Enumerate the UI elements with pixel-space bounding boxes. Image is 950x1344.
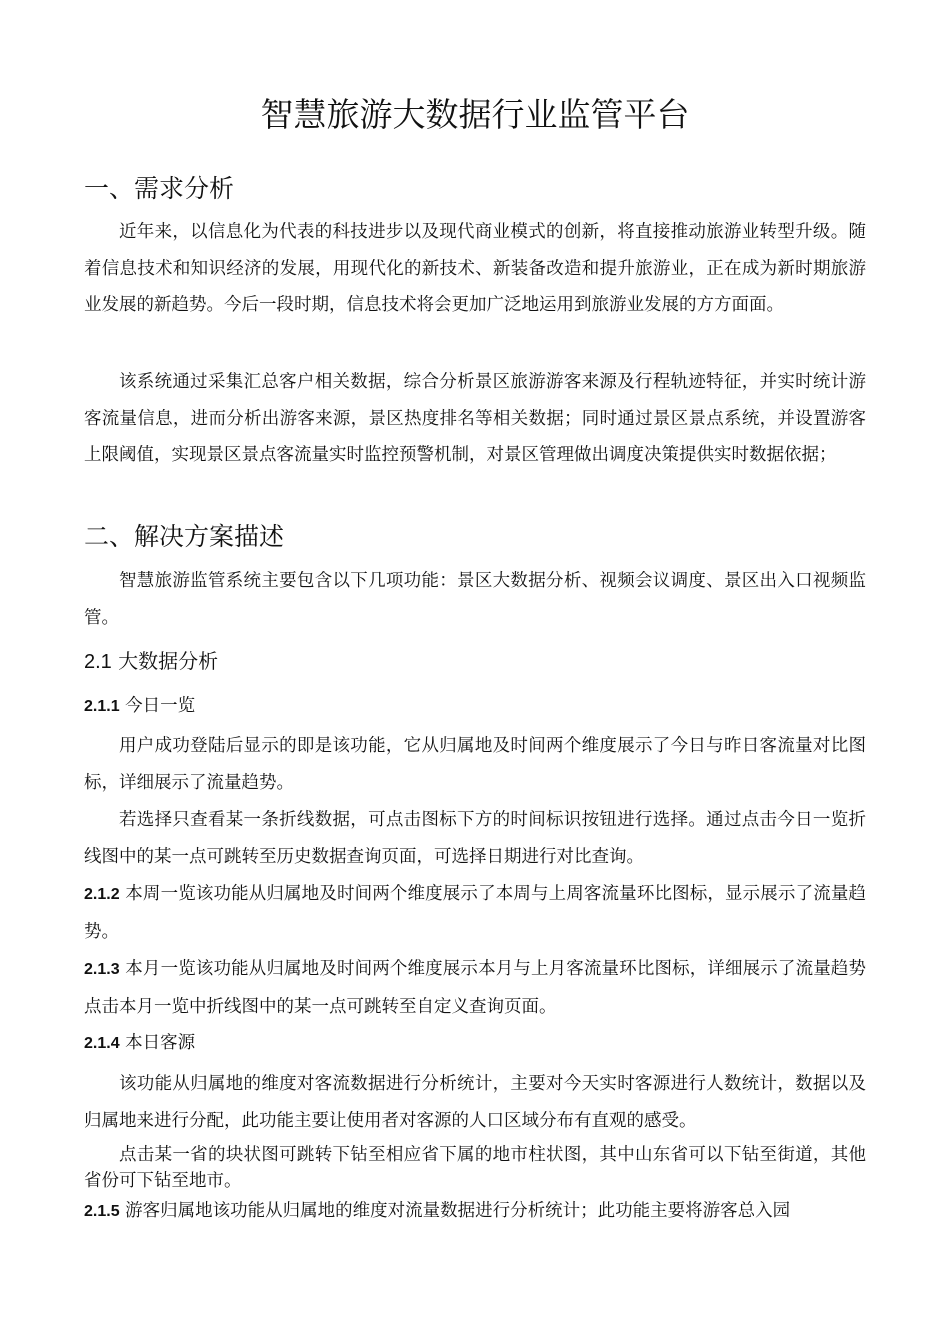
paragraph-week-overview bbox=[84, 876, 866, 950]
subsection-number: 2.1 bbox=[84, 651, 112, 673]
item-label: 本日客源 bbox=[125, 1033, 196, 1053]
section-heading-requirements: 一、需求分析 bbox=[84, 174, 235, 203]
item-number: 2.1.1 bbox=[84, 698, 120, 715]
item-text: 本月一览该功能从归属地及时间两个维度展示本月与上月客流量环比图标，详细展示了流量趋势点击本月一览中折线图中的某一点可跳转至自定义查询页面。 bbox=[84, 959, 866, 1017]
item-label: 今日一览 bbox=[125, 696, 196, 716]
item-number: 2.1.2 bbox=[84, 886, 120, 903]
subsection-title: 大数据分析 bbox=[118, 649, 219, 673]
section-heading-solution: 二、解决方案描述 bbox=[84, 522, 285, 551]
paragraph-requirements-1: 近年来，以信息化为代表的科技进步以及现代商业模式的创新，将直接推动旅游业转型升级。随着信息技术和知识经济的发展，用现代化的新技术、新装备改造和提升旅游业，正在成为新时期旅游业发展的新趋势。今后一段时期，信息技术将会更加广泛地运用到旅游业发展的方方面面。 bbox=[84, 222, 866, 315]
subsection-heading-big-data bbox=[84, 647, 218, 676]
paragraph-today-source-1: 该功能从归属地的维度对客流数据进行分析统计，主要对今天实时客源进行人数统计，数据以及归属地来进行分配，此功能主要让使用者对客源的人口区域分布有直观的感受。 bbox=[84, 1074, 866, 1131]
item-text: 本周一览该功能从归属地及时间两个维度展示了本周与上周客流量环比图标，显示展示了流量趋势。 bbox=[84, 884, 866, 942]
item-number: 2.1.5 bbox=[84, 1203, 120, 1220]
paragraph-today-source-2: 点击某一省的块状图可跳转下钻至相应省下属的地市柱状图，其中山东省可以下钻至街道，其他省份可下钻至地市。 bbox=[84, 1145, 866, 1191]
paragraph-requirements-2: 该系统通过采集汇总客户相关数据，综合分析景区旅游游客来源及行程轨迹特征，并实时统计游客流量信息，进而分析出游客来源，景区热度排名等相关数据；同时通过景区景点系统，并设置游客上限阈值，实现景区景点客流量实时监控预警机制，对景区管理做出调度决策提供实时数据依据； bbox=[84, 372, 866, 465]
item-heading-today-source bbox=[84, 1025, 866, 1063]
document-title: 智慧旅游大数据行业监管平台 bbox=[260, 95, 690, 134]
paragraph-today-overview-2: 若选择只查看某一条折线数据，可点击图标下方的时间标识按钮进行选择。通过点击今日一览折线图中的某一点可跳转至历史数据查询页面，可选择日期进行对比查询。 bbox=[84, 810, 866, 867]
item-heading-today-overview bbox=[84, 688, 866, 726]
paragraph-today-overview-1: 用户成功登陆后显示的即是该功能，它从归属地及时间两个维度展示了今日与昨日客流量对比图标，详细展示了流量趋势。 bbox=[84, 736, 866, 793]
item-number: 2.1.3 bbox=[84, 961, 120, 978]
item-number: 2.1.4 bbox=[84, 1035, 120, 1052]
item-text: 游客归属地该功能从归属地的维度对流量数据进行分析统计；此功能主要将游客总入园 bbox=[125, 1201, 791, 1221]
paragraph-month-overview bbox=[84, 951, 866, 1025]
paragraph-visitor-origin bbox=[84, 1193, 866, 1231]
paragraph-solution-intro: 智慧旅游监管系统主要包含以下几项功能：景区大数据分析、视频会议调度、景区出入口视频监管。 bbox=[84, 571, 866, 628]
